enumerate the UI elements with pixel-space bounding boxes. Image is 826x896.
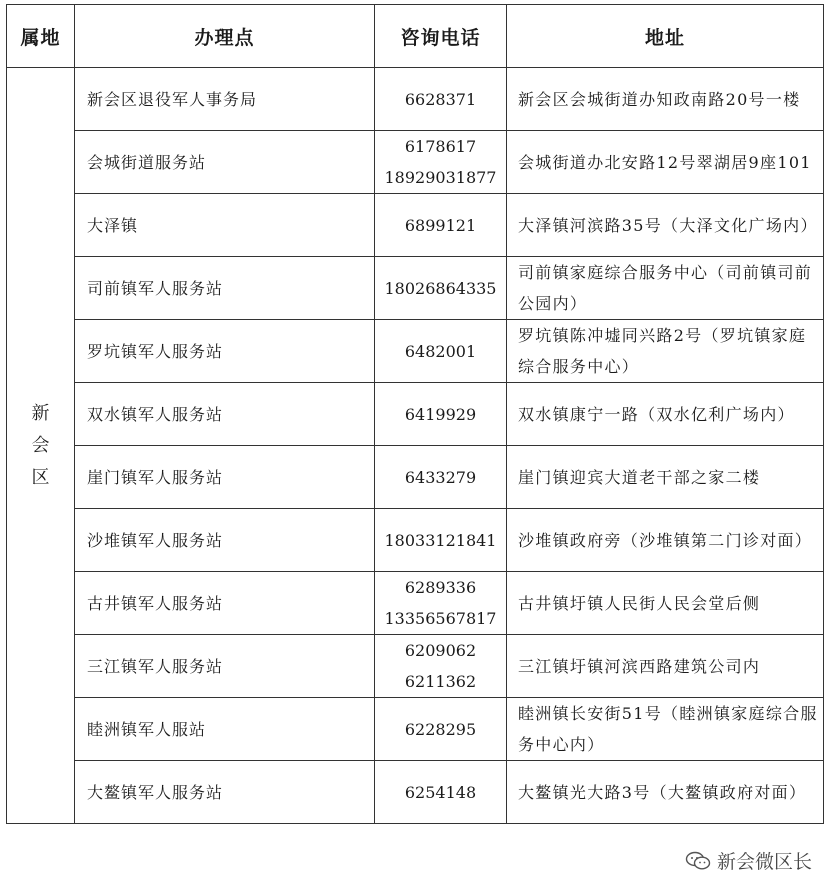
phone-number: 6482001: [404, 341, 477, 361]
office-name: 罗坑镇军人服务站: [75, 320, 375, 383]
office-name: 三江镇军人服务站: [75, 635, 375, 698]
address-cell: 睦洲镇长安街51号（睦洲镇家庭综合服务中心内）: [507, 698, 824, 761]
table-row: [7, 446, 824, 509]
office-name: 新会区退役军人事务局: [75, 68, 375, 131]
phone-number: 6899121: [404, 215, 477, 235]
table-body: [7, 68, 824, 824]
phone-number: 6211362: [404, 672, 477, 691]
watermark-text: 新会微区长: [716, 851, 812, 873]
office-name: 古井镇军人服务站: [75, 572, 375, 635]
office-name: 会城街道服务站: [75, 131, 375, 194]
table-row: [7, 383, 824, 446]
header-address: 地址: [507, 5, 824, 68]
phone-number: 6628371: [404, 89, 477, 109]
table-row: [7, 68, 824, 131]
address-cell: 三江镇圩镇河滨西路建筑公司内: [507, 635, 824, 698]
phone-number: 18033121841: [384, 530, 497, 550]
address-cell: 罗坑镇陈冲墟同兴路2号（罗坑镇家庭综合服务中心）: [507, 320, 824, 383]
header-region: 属地: [7, 5, 75, 68]
table-row: [7, 131, 824, 194]
office-name: 大泽镇: [75, 194, 375, 257]
table-row: [7, 635, 824, 698]
office-name: 双水镇军人服务站: [75, 383, 375, 446]
phone-cell: [375, 761, 507, 824]
region-cell: [7, 68, 75, 824]
address-cell: 大泽镇河滨路35号（大泽文化广场内）: [507, 194, 824, 257]
office-name: 沙堆镇军人服务站: [75, 509, 375, 572]
phone-cell: [375, 509, 507, 572]
phone-cell: [375, 131, 507, 194]
table-row: [7, 194, 824, 257]
address-cell: 双水镇康宁一路（双水亿利广场内）: [507, 383, 824, 446]
table-row: [7, 320, 824, 383]
address-cell: 司前镇家庭综合服务中心（司前镇司前公园内）: [507, 257, 824, 320]
table-header-row: [7, 5, 824, 68]
phone-cell: [375, 194, 507, 257]
service-office-table: [6, 4, 824, 824]
header-phone: 咨询电话: [375, 5, 507, 68]
office-name: 崖门镇军人服务站: [75, 446, 375, 509]
wechat-icon: [685, 851, 711, 871]
phone-cell: [375, 635, 507, 698]
phone-number: 6254148: [404, 782, 477, 802]
table-row: [7, 698, 824, 761]
phone-number: 6419929: [404, 404, 477, 424]
address-cell: 古井镇圩镇人民街人民会堂后侧: [507, 572, 824, 635]
phone-cell: [375, 383, 507, 446]
phone-cell: [375, 698, 507, 761]
address-cell: 会城街道办北安路12号翠湖居9座101: [507, 131, 824, 194]
watermark: [685, 847, 812, 874]
phone-cell: [375, 68, 507, 131]
phone-number: 6178617: [404, 137, 477, 156]
phone-number: 18929031877: [384, 168, 497, 187]
phone-number: 13356567817: [384, 609, 497, 628]
phone-number: 6289336: [404, 578, 477, 597]
office-name: 司前镇军人服务站: [75, 257, 375, 320]
phone-number: 18026864335: [384, 278, 497, 298]
table-row: [7, 509, 824, 572]
phone-number: 6433279: [404, 467, 477, 487]
phone-cell: [375, 446, 507, 509]
phone-cell: [375, 320, 507, 383]
phone-cell: [375, 572, 507, 635]
address-cell: 崖门镇迎宾大道老干部之家二楼: [507, 446, 824, 509]
table-row: [7, 761, 824, 824]
phone-cell: [375, 257, 507, 320]
region-label: 新会区: [31, 402, 50, 488]
table-row: [7, 257, 824, 320]
office-name: 睦洲镇军人服站: [75, 698, 375, 761]
office-name: 大鳌镇军人服务站: [75, 761, 375, 824]
address-cell: 大鳌镇光大路3号（大鳌镇政府对面）: [507, 761, 824, 824]
phone-number: 6209062: [404, 641, 477, 660]
address-cell: 新会区会城街道办知政南路20号一楼: [507, 68, 824, 131]
phone-number: 6228295: [404, 719, 477, 739]
header-office: 办理点: [75, 5, 375, 68]
address-cell: 沙堆镇政府旁（沙堆镇第二门诊对面）: [507, 509, 824, 572]
table-row: [7, 572, 824, 635]
